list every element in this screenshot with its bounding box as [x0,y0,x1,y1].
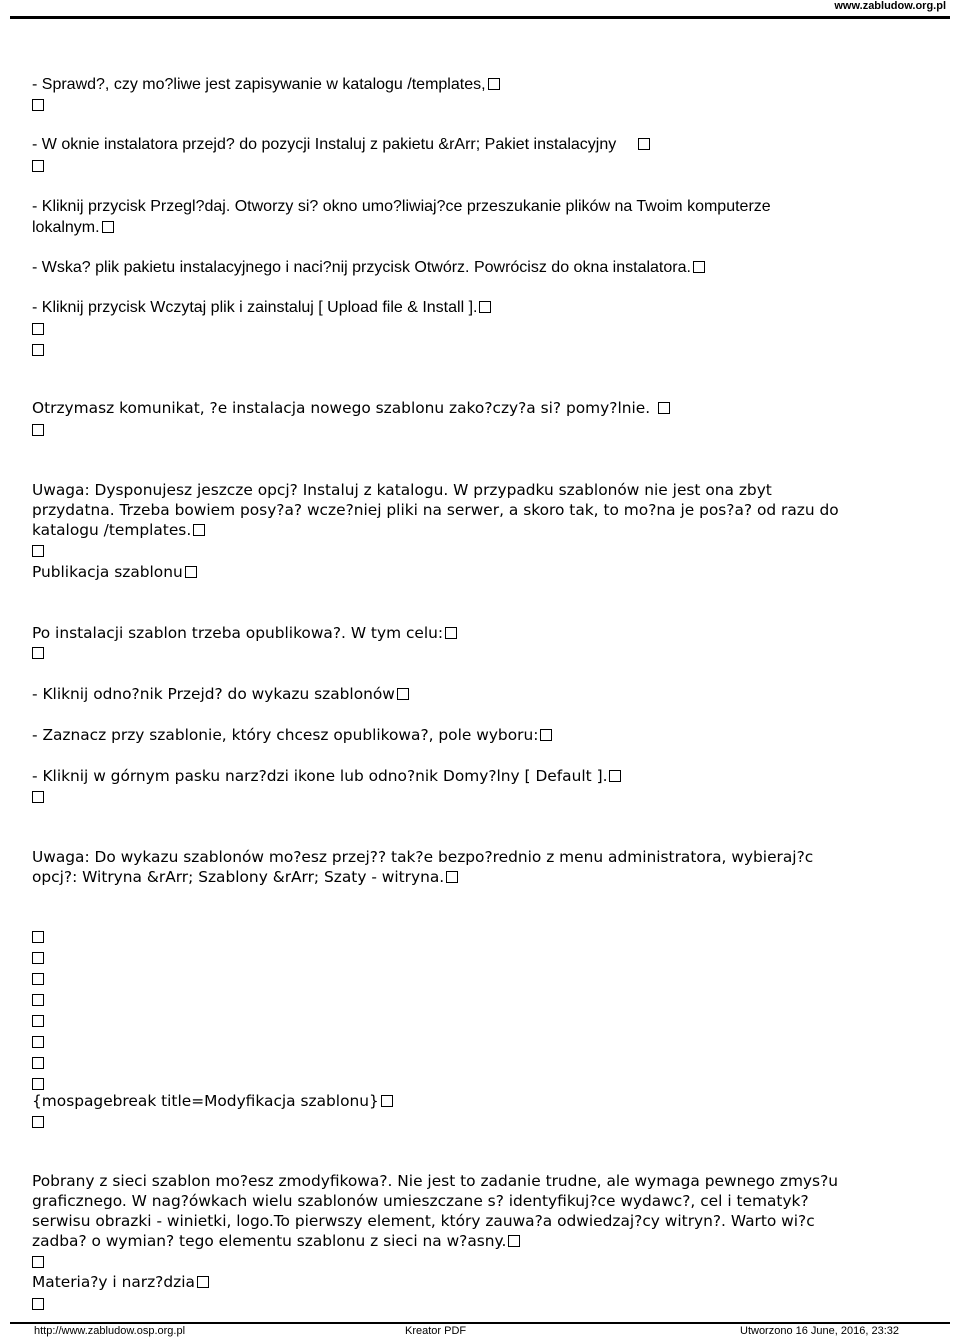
text-line: - Sprawd?, czy mo?liwe jest zapisywanie w katalogu /templates, [32,74,500,95]
missing-glyph-icon [609,770,621,782]
text-line [32,948,44,969]
missing-glyph-icon [32,994,44,1006]
missing-glyph-icon [32,931,44,943]
text-line [32,927,44,948]
text-line: serwisu obrazki - winietki, logo.To pierwszy element, który zauwa?a odwiedzaj?cy witryn?. Warto wi?c [32,1212,815,1230]
text-line [32,1294,44,1315]
text-line [32,340,44,361]
text-line [32,787,44,808]
missing-glyph-icon [32,1057,44,1069]
text-line: {mospagebreak title=Modyfikacja szablonu} [32,1091,393,1112]
section-heading: Publikacja szablonu [32,562,197,583]
missing-glyph-icon [32,1256,44,1268]
missing-glyph-icon [445,627,457,639]
text-line [32,420,44,441]
missing-glyph-icon [32,952,44,964]
text-line [32,1252,44,1273]
missing-glyph-icon [508,1235,520,1247]
text-line [32,990,44,1011]
text-line: - Kliknij w górnym pasku narz?dzi ikone lub odno?nik Domy?lny [ Default ]. [32,766,621,787]
missing-glyph-icon [446,871,458,883]
text-line: zadba? o wymian? tego elementu szablonu z sieci na w?asny. [32,1231,520,1252]
missing-glyph-icon [32,160,44,172]
missing-glyph-icon [479,301,491,313]
missing-glyph-icon [32,545,44,557]
text-line [32,643,44,664]
text-line [32,1032,44,1053]
text-line [32,1053,44,1074]
text-line: - Zaznacz przy szablonie, który chcesz opublikowa?, pole wyboru: [32,725,552,746]
missing-glyph-icon [197,1276,209,1288]
missing-glyph-icon [32,344,44,356]
missing-glyph-icon [658,402,670,414]
text-line: katalogu /templates. [32,520,205,541]
footer-created-date: Utworzono 16 June, 2016, 23:32 [740,1325,900,1337]
missing-glyph-icon [32,973,44,985]
missing-glyph-icon [32,647,44,659]
missing-glyph-icon [638,138,650,150]
text-line: graficznego. W nag?ówkach wielu szablonów umieszczane s? identyfikuj?ce wydawc?, cel i tematyk? [32,1192,809,1210]
footer-url-link[interactable]: http://www.zabludow.osp.org.pl [34,1325,186,1337]
text-line: - W oknie instalatora przejd? do pozycji Instaluj z pakietu &rArr; Pakiet instalacyjny [32,134,650,155]
missing-glyph-icon [540,729,552,741]
missing-glyph-icon [32,1116,44,1128]
text-line [32,319,44,340]
missing-glyph-icon [32,1015,44,1027]
footer-generator: Kreator PDF [405,1325,467,1337]
text-line [32,1011,44,1032]
missing-glyph-icon [193,524,205,536]
text-line [32,541,44,562]
missing-glyph-icon [32,323,44,335]
missing-glyph-icon [102,221,114,233]
missing-glyph-icon [32,99,44,111]
text-line: Materia?y i narz?dzia [32,1272,209,1293]
text-line: opcj?: Witryna &rArr; Szablony &rArr; Szaty - witryna. [32,867,458,888]
missing-glyph-icon [381,1095,393,1107]
text-line [32,1112,44,1133]
text-line: Po instalacji szablon trzeba opublikowa?. W tym celu: [32,623,457,644]
missing-glyph-icon [397,688,409,700]
missing-glyph-icon [32,1298,44,1310]
text-line: Otrzymasz komunikat, ?e instalacja nowego szablonu zako?czy?a si? pomy?lnie. [32,398,670,419]
text-line: lokalnym. [32,217,114,238]
header-site-url: www.zabludow.org.pl [834,0,946,12]
missing-glyph-icon [32,424,44,436]
text-line [32,95,44,116]
text-line: - Kliknij odno?nik Przejd? do wykazu szablonów [32,684,409,705]
missing-glyph-icon [32,1078,44,1090]
header-rule [10,16,950,19]
text-line: przydatna. Trzeba bowiem posy?a? wcze?niej pliki na serwer, a skoro tak, to mo?na je pos?a? od razu do [32,501,839,519]
missing-glyph-icon [185,566,197,578]
text-line: - Kliknij przycisk Wczytaj plik i zainstaluj [ Upload file & Install ]. [32,297,491,318]
missing-glyph-icon [488,78,500,90]
text-line [32,156,44,177]
missing-glyph-icon [693,261,705,273]
text-line: Uwaga: Dysponujesz jeszcze opcj? Instaluj z katalogu. W przypadku szablonów nie jest ona zbyt [32,481,772,499]
text-line: - Wska? plik pakietu instalacyjnego i naci?nij przycisk Otwórz. Powrócisz do okna instalatora. [32,257,705,278]
text-line: Uwaga: Do wykazu szablonów mo?esz przej?? tak?e bezpo?rednio z menu administratora, wybieraj?c [32,848,814,866]
text-line [32,969,44,990]
missing-glyph-icon [32,791,44,803]
footer-rule [10,1322,950,1324]
text-line: Pobrany z sieci szablon mo?esz zmodyfikowa?. Nie jest to zadanie trudne, ale wymaga pewnego zmys?u [32,1172,838,1190]
text-line: - Kliknij przycisk Przegl?daj. Otworzy si? okno umo?liwiaj?ce przeszukanie plików na Twoim komputerze [32,198,771,215]
missing-glyph-icon [32,1036,44,1048]
